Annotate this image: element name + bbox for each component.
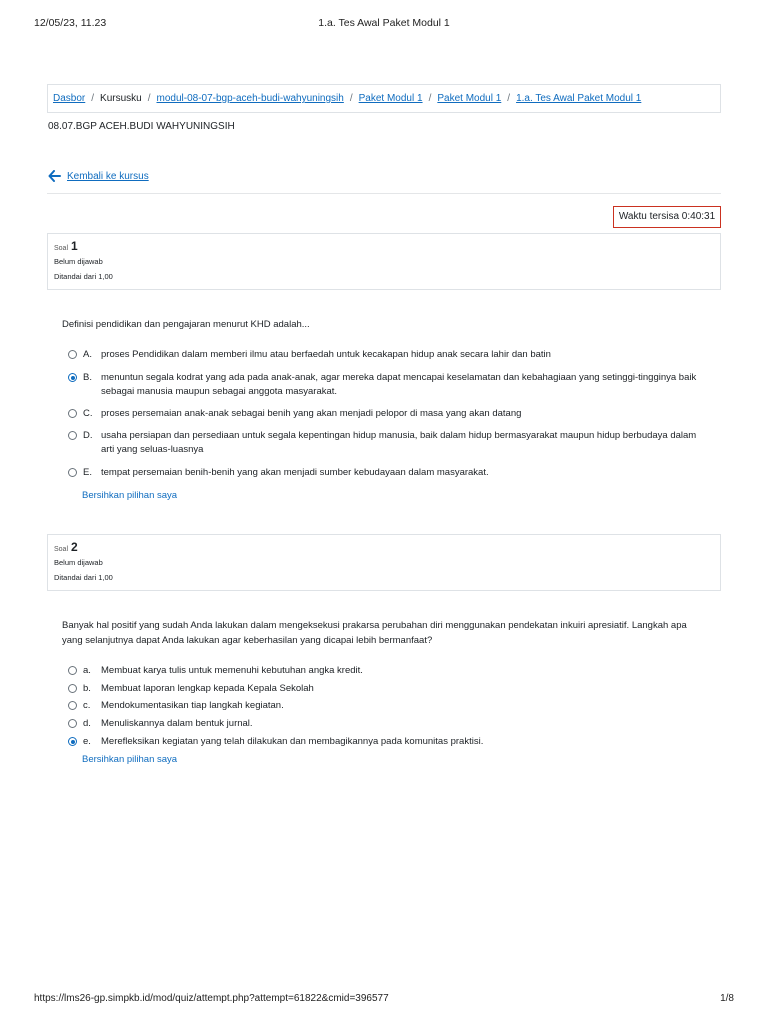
option-1b[interactable] xyxy=(68,371,708,399)
option-2e[interactable] xyxy=(68,735,708,749)
radio-button[interactable] xyxy=(68,350,77,359)
question-grade: Ditandai dari 1,00 xyxy=(54,272,113,281)
option-1d[interactable] xyxy=(68,429,708,457)
question-grade: Ditandai dari 1,00 xyxy=(54,573,113,582)
option-letter: c. xyxy=(83,700,91,711)
print-page-number: 1/8 xyxy=(720,993,734,1004)
option-1c[interactable] xyxy=(68,407,708,421)
option-letter: A. xyxy=(83,349,92,360)
option-text: menuntun segala kodrat yang ada pada anak-anak, agar mereka dapat mencapai keselamatan dan kebahagiaan yang setinggi-tingginya baik sebagai manusia maupun sebagai anggota masyarakat. xyxy=(101,372,697,397)
question-info-1 xyxy=(47,233,721,290)
question-label: Soal xyxy=(54,546,69,553)
breadcrumb-kursusku: Kursusku xyxy=(100,93,142,104)
arrow-left-icon xyxy=(48,170,61,182)
breadcrumb-paket-modul-1[interactable]: Paket Modul 1 xyxy=(358,93,423,104)
option-2a[interactable] xyxy=(68,664,708,678)
breadcrumb-separator: / xyxy=(147,93,151,104)
question-text-1: Definisi pendidikan dan pengajaran menurut KHD adalah... xyxy=(62,319,310,330)
option-2c[interactable] xyxy=(68,699,708,713)
option-1e[interactable] xyxy=(68,466,708,480)
question-number: 2 xyxy=(71,540,78,554)
divider xyxy=(47,193,721,194)
radio-button[interactable] xyxy=(68,666,77,675)
option-letter: C. xyxy=(83,408,93,419)
option-text: Membuat laporan lengkap kepada Kepala Sekolah xyxy=(101,683,314,694)
radio-button[interactable] xyxy=(68,431,77,440)
question-state: Belum dijawab xyxy=(54,558,103,567)
clear-choice-1[interactable]: Bersihkan pilihan saya xyxy=(82,490,178,501)
question-text-2: Banyak hal positif yang sudah Anda lakukan dalam mengeksekusi prakarsa perubahan diri menggunakan pendekatan inkuiri apresiatif. Langkah apa yang selanjutnya dapat Anda lakukan agar keberhasilan yang dicapai lebih bermanfaat? xyxy=(62,620,687,646)
option-letter: e. xyxy=(83,736,91,747)
breadcrumb-quiz[interactable]: 1.a. Tes Awal Paket Modul 1 xyxy=(516,93,642,104)
breadcrumb-dasbor[interactable]: Dasbor xyxy=(53,93,86,104)
radio-button-checked[interactable] xyxy=(68,737,77,746)
option-text: Merefleksikan kegiatan yang telah dilakukan dan membagikannya pada komunitas praktisi. xyxy=(101,736,484,747)
clear-choice-2[interactable]: Bersihkan pilihan saya xyxy=(82,754,178,765)
option-letter: D. xyxy=(83,430,93,441)
breadcrumb-separator: / xyxy=(349,93,353,104)
option-text: Membuat karya tulis untuk memenuhi kebutuhan angka kredit. xyxy=(101,665,363,676)
breadcrumb-separator: / xyxy=(91,93,95,104)
quiz-timer: Waktu tersisa 0:40:31 xyxy=(613,206,721,228)
option-2b[interactable] xyxy=(68,682,708,696)
option-text: proses persemaian anak-anak sebagai benih yang akan menjadi pelopor di masa yang akan datang xyxy=(101,408,522,419)
option-1a[interactable] xyxy=(68,348,708,362)
print-url: https://lms26-gp.simpkb.id/mod/quiz/attempt.php?attempt=61822&cmid=396577 xyxy=(34,993,389,1004)
radio-button[interactable] xyxy=(68,684,77,693)
option-text: Mendokumentasikan tiap langkah kegiatan. xyxy=(101,700,284,711)
breadcrumb xyxy=(47,84,721,113)
option-text: tempat persemaian benih-benih yang akan menjadi sumber kebudayaan dalam masyarakat. xyxy=(101,467,489,478)
option-2d[interactable] xyxy=(68,717,708,731)
print-header xyxy=(34,17,734,31)
breadcrumb-course[interactable]: modul-08-07-bgp-aceh-budi-wahyuningsih xyxy=(156,93,344,104)
option-letter: a. xyxy=(83,665,91,676)
print-datetime: 12/05/23, 11.23 xyxy=(34,17,107,29)
radio-button-checked[interactable] xyxy=(68,373,77,382)
breadcrumb-separator: / xyxy=(428,93,432,104)
back-to-course-link[interactable]: Kembali ke kursus xyxy=(67,170,149,182)
question-state: Belum dijawab xyxy=(54,257,103,266)
breadcrumb-separator: / xyxy=(507,93,511,104)
course-name: 08.07.BGP ACEH.BUDI WAHYUNINGSIH xyxy=(48,121,235,132)
radio-button[interactable] xyxy=(68,468,77,477)
radio-button[interactable] xyxy=(68,409,77,418)
option-letter: b. xyxy=(83,683,91,694)
option-text: usaha persiapan dan persediaan untuk segala kepentingan hidup manusia, baik dalam hidup bermasyarakat maupun hidup berbudaya dalam arti yang seluas-luasnya xyxy=(101,430,697,455)
back-to-course[interactable] xyxy=(48,170,149,182)
option-letter: d. xyxy=(83,718,91,729)
option-text: proses Pendidikan dalam memberi ilmu atau berfaedah untuk kecakapan hidup anak secara lahir dan batin xyxy=(101,349,551,360)
option-letter: B. xyxy=(83,372,92,383)
question-label: Soal xyxy=(54,245,69,252)
option-text: Menuliskannya dalam bentuk jurnal. xyxy=(101,718,253,729)
radio-button[interactable] xyxy=(68,719,77,728)
breadcrumb-paket-modul-1-sub[interactable]: Paket Modul 1 xyxy=(437,93,502,104)
option-letter: E. xyxy=(83,467,92,478)
question-number: 1 xyxy=(71,239,78,253)
question-info-2 xyxy=(47,534,721,591)
print-page-title: 1.a. Tes Awal Paket Modul 1 xyxy=(318,17,450,29)
print-footer xyxy=(34,993,734,1007)
radio-button[interactable] xyxy=(68,701,77,710)
